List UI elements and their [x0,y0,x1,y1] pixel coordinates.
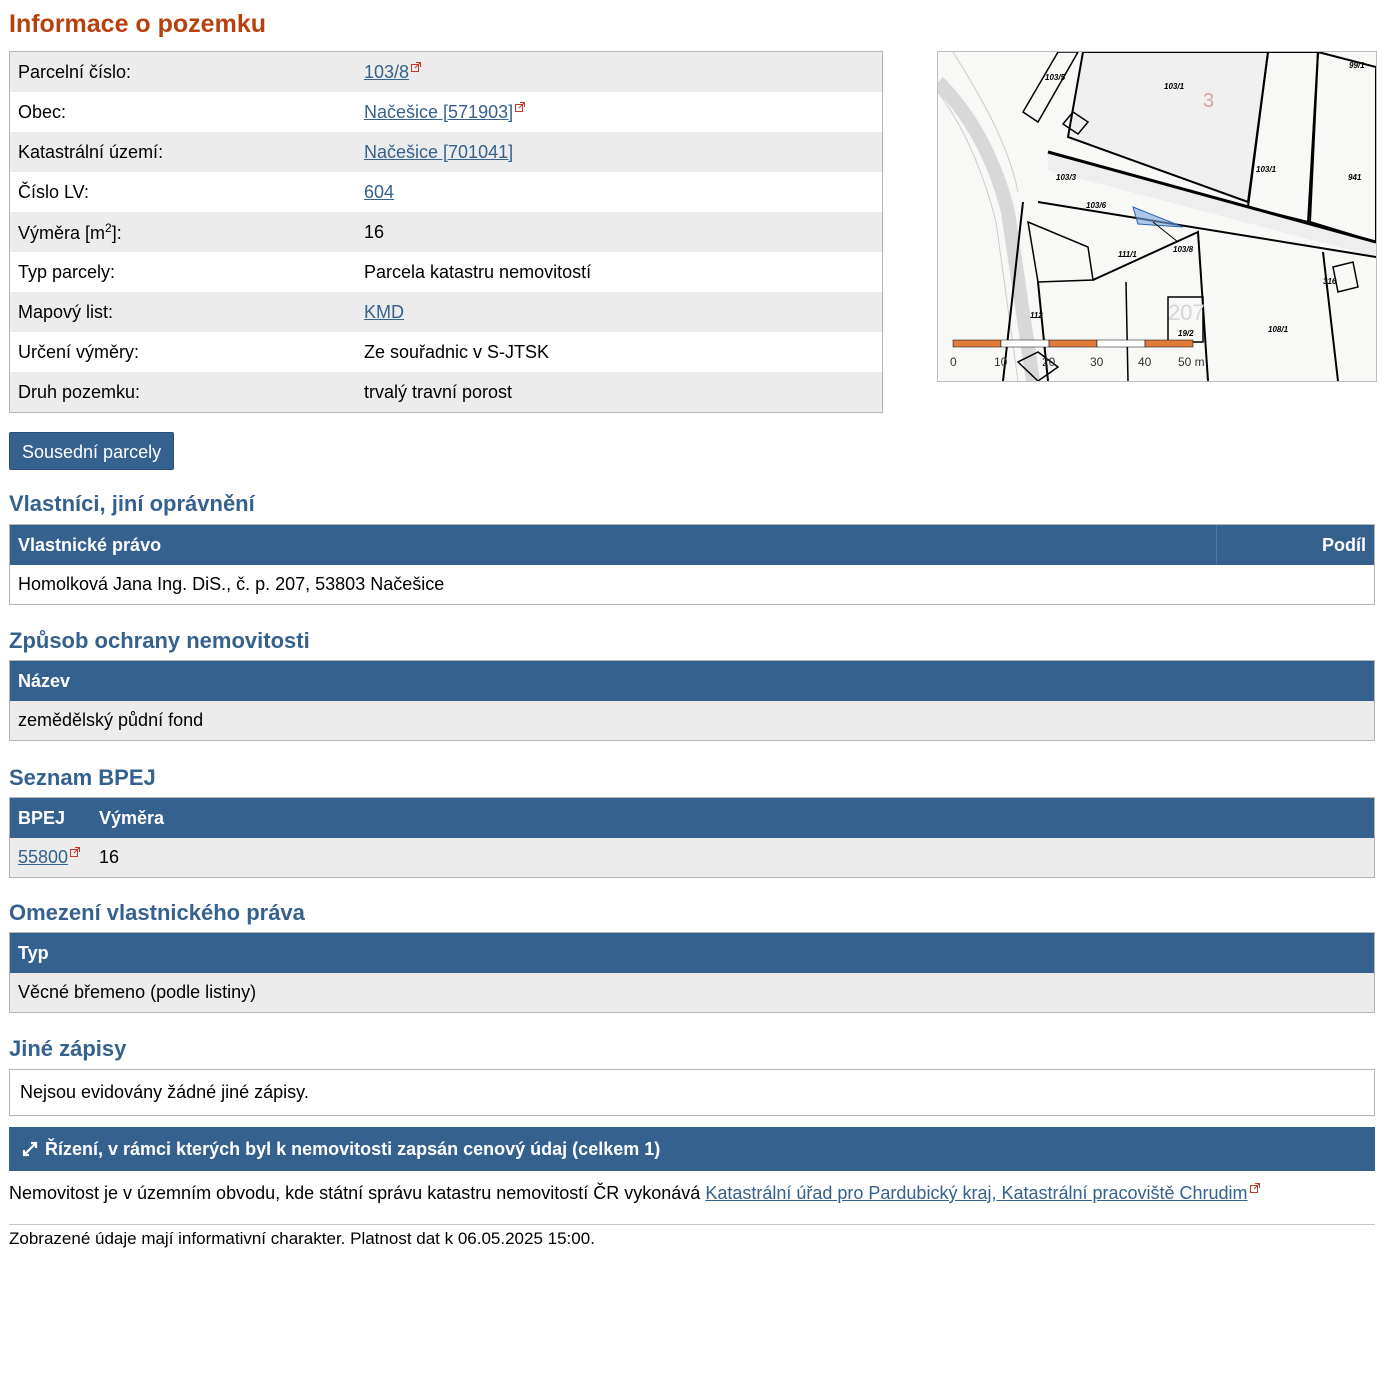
info-label: Typ parcely: [18,261,116,282]
external-link-icon [1250,1183,1260,1193]
info-row-cadastral-area [10,132,882,172]
land-type-value: trvalý travní porost [364,381,513,402]
svg-text:103/6: 103/6 [1086,201,1107,210]
svg-text:108/1: 108/1 [1268,325,1289,334]
info-row-lv-number [10,172,882,212]
svg-text:112: 112 [1030,311,1043,320]
svg-text:30: 30 [1090,355,1104,369]
map-sheet-link[interactable]: KMD [364,301,404,322]
svg-text:3: 3 [1203,90,1215,112]
info-row-municipality [10,92,882,132]
page-title: Informace o pozemku [9,10,266,38]
owners-heading: Vlastníci, jiní oprávnění [9,491,255,516]
proceedings-toggle[interactable] [9,1127,1375,1171]
restriction-cell: Věcné břemeno (podle listiny) [18,982,257,1002]
expand-icon [21,1140,39,1158]
restrictions-heading: Omezení vlastnického práva [9,900,305,925]
info-label: Mapový list: [18,301,114,322]
parcel-info-table [9,51,883,413]
info-row-area-determination [10,332,882,372]
bpej-table [9,797,1375,878]
table-row [10,838,1374,877]
restrictions-table [9,932,1375,1013]
svg-text:111/1: 111/1 [1118,250,1137,259]
external-link-icon [70,847,80,857]
bpej-code-link[interactable]: 55800 [18,847,69,867]
table-row [10,973,1374,1012]
parcel-number-link[interactable]: 103/8 [364,61,410,82]
svg-text:207: 207 [1168,300,1205,325]
svg-text:103/3: 103/3 [1056,173,1077,182]
info-label: Výměra $[m^2]$: [18,220,122,243]
parcel-type-value: Parcela katastru nemovitostí [364,261,592,282]
table-row [10,565,1374,604]
other-entries-box [9,1069,1375,1116]
svg-text:10: 10 [994,355,1008,369]
svg-text:103/5: 103/5 [1045,73,1066,82]
svg-text:50 m: 50 m [1178,355,1205,369]
footer-note: Zobrazené údaje mají informativní charakter. Platnost dat k 06.05.2025 15:00. [9,1229,595,1248]
bpej-heading: Seznam BPEJ [9,765,156,790]
column-header-area: Výměra [99,807,165,828]
svg-text:103/8: 103/8 [1173,245,1194,254]
bpej-table-header [10,798,1374,838]
info-row-parcel-type [10,252,882,292]
area-determination-value: Ze souřadnic v S-JTSK [364,341,550,362]
bpej-area-cell: 16 [99,847,120,867]
svg-text:20: 20 [1042,355,1056,369]
svg-text:40: 40 [1138,355,1152,369]
info-label: Katastrální území: [18,141,164,162]
svg-text:316: 316 [1323,277,1337,286]
column-header-bpej: BPEJ [18,807,66,828]
info-label: Obec: [18,101,67,122]
other-entries-heading: Jiné zápisy [9,1036,127,1061]
column-header-share: Podíl [1322,534,1366,555]
office-info [9,1183,1260,1204]
info-row-parcel-number [10,52,882,92]
table-row [10,701,1374,740]
info-row-area [10,212,882,252]
proceedings-label: Řízení, v rámci kterých byl k nemovitosti zapsán cenový údaj (celkem 1) [45,1138,661,1159]
info-label: Číslo LV: [18,181,90,202]
svg-text:941: 941 [1348,173,1362,182]
other-entries-text: Nejsou evidovány žádné jiné zápisy. [20,1082,309,1102]
owners-table [9,524,1375,605]
external-link-icon [411,62,421,72]
lv-number-link[interactable]: 604 [364,181,395,202]
column-header-type: Typ [18,942,49,963]
protection-heading: Způsob ochrany nemovitosti [9,628,310,653]
column-header-ownership: Vlastnické právo [10,525,1217,565]
office-prefix-text: Nemovitost je v územním obvodu, kde státní správu katastru nemovitostí ČR vykonává [9,1183,706,1203]
info-row-map-sheet [10,292,882,332]
svg-text:0: 0 [950,355,957,369]
svg-text:103/1: 103/1 [1256,165,1277,174]
info-label: Určení výměry: [18,341,140,362]
restrictions-table-header [10,933,1374,973]
cadastral-area-link[interactable]: Načešice [701041] [364,141,514,162]
footer-divider [9,1224,1375,1225]
owner-cell: Homolková Jana Ing. DiS., č. p. 207, 53803 Načešice [18,574,445,594]
cadastral-office-link[interactable]: Katastrální úřad pro Pardubický kraj, Katastrální pracoviště Chrudim [705,1183,1248,1203]
svg-text:99/1: 99/1 [1349,61,1365,70]
column-header-name: Název [18,670,71,691]
neighboring-parcels-button[interactable]: Sousední parcely [9,432,174,470]
area-value: 16 [364,221,385,242]
external-link-icon [515,102,525,112]
protection-table [9,660,1375,741]
owners-table-header [10,525,1374,565]
info-label: Druh pozemku: [18,381,141,402]
municipality-link[interactable]: Načešice [571903] [364,101,514,122]
protection-cell: zemědělský půdní fond [18,710,204,730]
cadastral-map-thumbnail[interactable] [937,51,1377,382]
info-row-land-type [10,372,882,412]
svg-text:19/2: 19/2 [1178,329,1194,338]
svg-text:103/1: 103/1 [1164,82,1185,91]
protection-table-header [10,661,1374,701]
info-label: Parcelní číslo: [18,61,132,82]
